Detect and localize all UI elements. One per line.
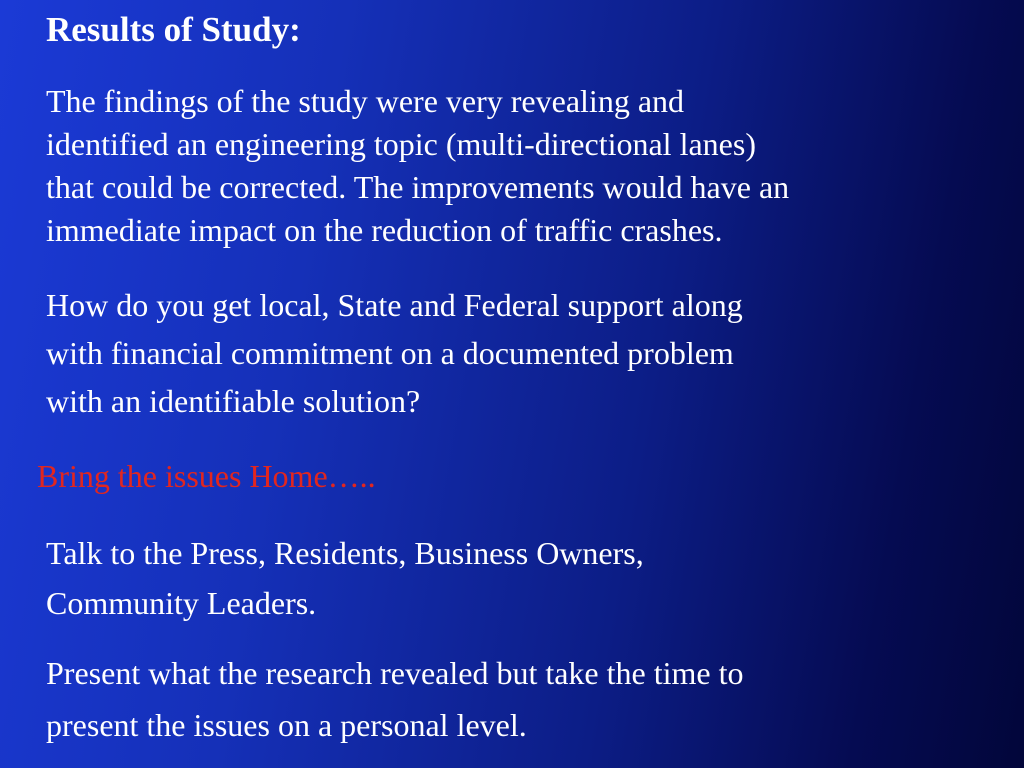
- present-line: Present what the research revealed but take the time to: [46, 655, 744, 691]
- support-question-paragraph: [46, 281, 743, 425]
- support-question-line: with financial commitment on a documented problem: [46, 335, 734, 371]
- present-paragraph: [46, 647, 743, 751]
- findings-paragraph: [46, 80, 789, 252]
- findings-line: that could be corrected. The improvements would have an: [46, 169, 790, 205]
- talk-to-line: Talk to the Press, Residents, Business Owners,: [46, 535, 644, 571]
- talk-to-line: Community Leaders.: [46, 585, 317, 621]
- findings-line: The findings of the study were very revealing and: [46, 83, 685, 119]
- talk-to-paragraph: [46, 528, 644, 628]
- findings-line: identified an engineering topic (multi-directional lanes): [46, 126, 756, 162]
- support-question-line: with an identifiable solution?: [46, 383, 421, 419]
- highlight-heading: Bring the issues Home…..: [37, 458, 376, 494]
- support-question-line: How do you get local, State and Federal support along: [46, 287, 743, 323]
- findings-line: immediate impact on the reduction of traffic crashes.: [46, 212, 723, 248]
- slide-title: Results of Study:: [46, 10, 301, 49]
- present-line: present the issues on a personal level.: [46, 707, 527, 743]
